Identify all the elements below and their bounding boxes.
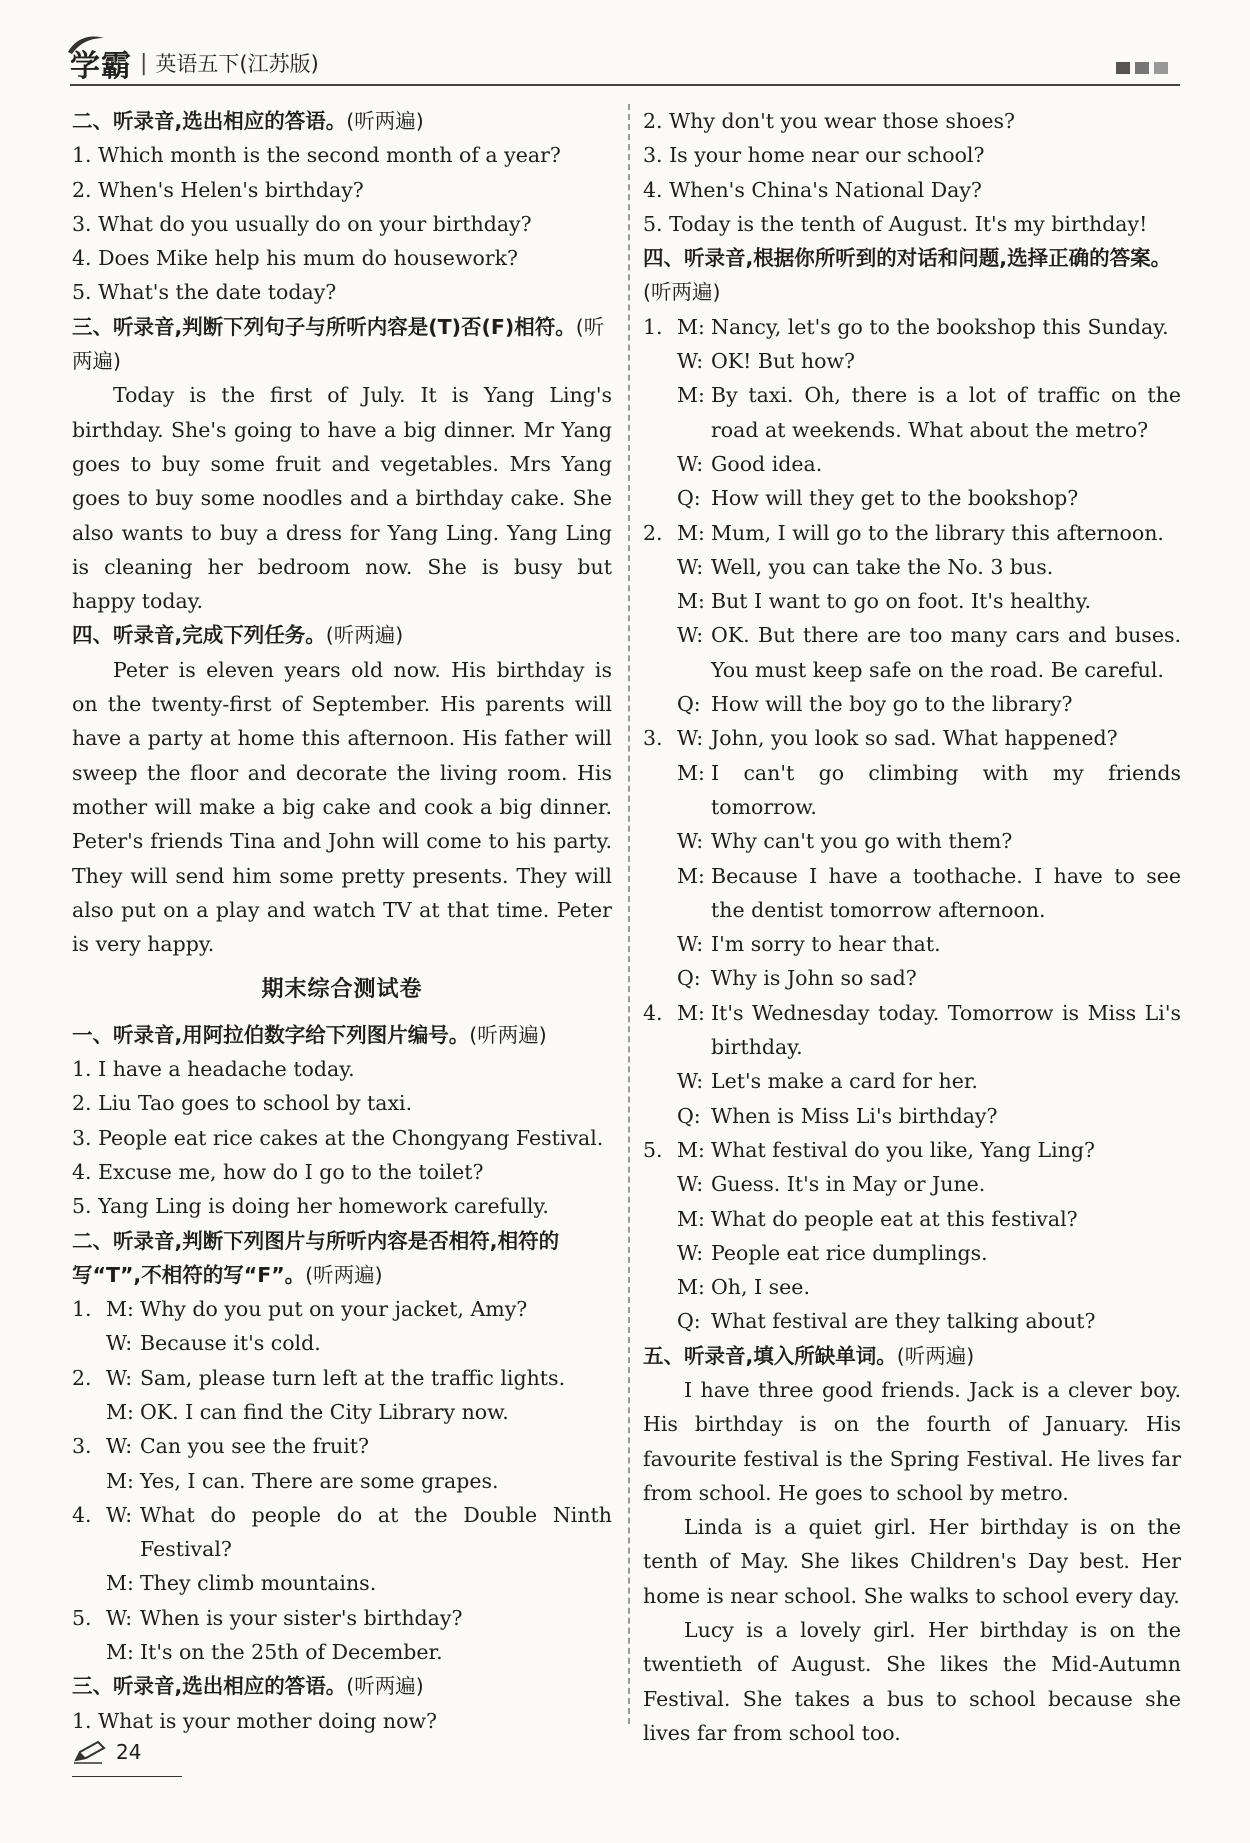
speaker-label: M:: [677, 1000, 705, 1025]
section-heading: 三、听录音,选出相应的答语。(听两遍): [72, 1674, 424, 1699]
section-heading: 五、听录音,填入所缺单词。(听两遍): [643, 1343, 975, 1368]
dialog-line: [643, 550, 1181, 584]
dialog-text: Why do you put on your jacket, Amy?: [140, 1297, 528, 1322]
dialog-number: 2.: [643, 520, 663, 545]
dialog-number: [643, 1099, 677, 1133]
dialog-number: [643, 1167, 677, 1201]
dialog-line: [643, 584, 1181, 618]
speaker-label: W:: [677, 1172, 704, 1197]
dialog-text: But I want to go on foot. It's healthy.: [711, 589, 1091, 614]
left-column: [72, 104, 612, 1738]
dialog-line: [643, 756, 1181, 825]
passage: Peter is eleven years old now. His birthday is on the twenty-first of September. His parents will have a party at home this afternoon. His father will sweep the floor and decorate the living room. His mother will make a big cake and cook a big dinner. Peter's friends Tina and John will come to his party. They will send him some pretty presents. They will also put on a play and watch TV at that time. Peter is very happy.: [72, 657, 612, 957]
dialog-text: What festival do you like, Yang Ling?: [711, 1137, 1095, 1162]
question-item: 2. Why don't you wear those shoes?: [643, 109, 1016, 133]
question-item: 5. What's the date today?: [72, 280, 337, 305]
dialog-number: [643, 481, 677, 515]
speaker-label: M:: [677, 1275, 705, 1300]
dialog-line: [72, 1361, 612, 1395]
dialog-line: [72, 1292, 612, 1326]
dialog-number: [72, 1326, 106, 1360]
speaker-label: W:: [677, 1069, 704, 1094]
dialog-number: [643, 1064, 677, 1098]
dialog-line: [72, 1395, 612, 1429]
dialog-line: [72, 1464, 612, 1498]
speaker-label: W:: [106, 1605, 133, 1630]
dialog-line: [643, 1270, 1181, 1304]
question-item: 5. Yang Ling is doing her homework carefully.: [72, 1194, 549, 1219]
speaker-label: M:: [677, 383, 705, 408]
dialog-text: People eat rice dumplings.: [711, 1240, 988, 1265]
pencil-icon: [72, 1740, 108, 1764]
dialog-line: [72, 1498, 612, 1567]
dialog-text: What do people do at the Double Ninth Festival?: [140, 1502, 612, 1562]
section-heading: 四、听录音,完成下列任务。(听两遍): [72, 623, 404, 648]
logo-text: 学霸: [70, 49, 132, 84]
question-item: 1. I have a headache today.: [72, 1057, 355, 1082]
dialog-number: 3.: [643, 726, 663, 751]
speaker-label: W:: [677, 932, 704, 957]
dialog-text: They climb mountains.: [140, 1571, 377, 1596]
header-separator: |: [140, 50, 148, 76]
dialog-line: [72, 1429, 612, 1463]
dialog-line: [643, 961, 1181, 995]
dialog-number: 1.: [643, 314, 663, 339]
dialog-text: Nancy, let's go to the bookshop this Sunday.: [711, 314, 1169, 339]
dialog-number: 2.: [72, 1365, 92, 1390]
speaker-label: W:: [106, 1434, 133, 1459]
dialog-number: 5.: [643, 1137, 663, 1162]
question-item: 4. When's China's National Day?: [643, 177, 982, 202]
dialog-number: [643, 859, 677, 928]
dialog-number: [72, 1464, 106, 1498]
dialog-number: [643, 1236, 677, 1270]
dialog-number: 5.: [72, 1605, 92, 1630]
speaker-label: M:: [677, 589, 705, 614]
dialog-text: It's Wednesday today. Tomorrow is Miss Li's birthday.: [711, 1000, 1181, 1060]
speaker-label: M:: [106, 1297, 134, 1322]
dialog-number: [72, 1635, 106, 1669]
dialog-line: [643, 516, 1181, 550]
page-number: 24: [116, 1740, 142, 1764]
section-heading: 二、听录音,判断下列图片与所听内容是否相符,相符的写“T”,不相符的写“F”。(听两遍): [72, 1228, 560, 1287]
passage: Linda is a quiet girl. Her birthday is on the tenth of May. She likes Children's Day best. Her home is near school. She walks to school every day.: [643, 1515, 1181, 1608]
dialog-text: When is Miss Li's birthday?: [711, 1103, 998, 1128]
speaker-label: M:: [677, 760, 705, 785]
speaker-label: W:: [106, 1331, 133, 1356]
dialog-number: [643, 618, 677, 687]
dialog-text: Guess. It's in May or June.: [711, 1172, 986, 1197]
dialog-line: [643, 1167, 1181, 1201]
dialog-text: When is your sister's birthday?: [140, 1605, 463, 1630]
dialog-text: OK. I can find the City Library now.: [140, 1399, 509, 1424]
dialog-line: [643, 1304, 1181, 1338]
speaker-label: W:: [677, 726, 704, 751]
speaker-label: W:: [677, 451, 704, 476]
speaker-label: M:: [106, 1640, 134, 1665]
question-item: 1. Which month is the second month of a year?: [72, 143, 561, 168]
book-title: 英语五下(江苏版): [155, 52, 319, 76]
dialog-list: [72, 1292, 612, 1669]
dialog-number: 1.: [72, 1297, 92, 1322]
dialog-line: [643, 1236, 1181, 1270]
dialog-line: [72, 1635, 612, 1669]
dialog-number: [643, 687, 677, 721]
dialog-text: By taxi. Oh, there is a lot of traffic on the road at weekends. What about the metro?: [711, 383, 1181, 442]
dialog-text: Good idea.: [711, 451, 823, 476]
dialog-text: OK! But how?: [711, 349, 855, 374]
dialog-number: [643, 756, 677, 825]
speaker-label: M:: [677, 520, 705, 545]
column-divider: [628, 104, 630, 1724]
dialog-text: Yes, I can. There are some grapes.: [140, 1468, 499, 1493]
speaker-label: M:: [106, 1399, 134, 1424]
dialog-number: [643, 584, 677, 618]
dialog-text: How will they get to the bookshop?: [711, 486, 1079, 511]
dialog-number: [72, 1395, 106, 1429]
dialog-text: Because I have a toothache. I have to see the dentist tomorrow afternoon.: [711, 863, 1181, 922]
dialog-text: Can you see the fruit?: [140, 1434, 370, 1459]
question-item: 5. Today is the tenth of August. It's my birthday!: [643, 211, 1148, 236]
speaker-label: W:: [677, 623, 704, 648]
dialog-number: [643, 344, 677, 378]
speaker-label: M:: [106, 1571, 134, 1596]
speaker-label: W:: [677, 829, 704, 854]
dialog-line: [72, 1566, 612, 1600]
dialog-number: 4.: [72, 1502, 92, 1527]
speaker-label: M:: [677, 314, 705, 339]
speaker-label: Q:: [677, 966, 701, 991]
dialog-number: [643, 378, 677, 447]
dialog-line: [643, 1099, 1181, 1133]
dialog-text: Well, you can take the No. 3 bus.: [711, 554, 1054, 579]
dialog-text: John, you look so sad. What happened?: [711, 726, 1118, 751]
dialog-line: [643, 1064, 1181, 1098]
dialog-line: [72, 1601, 612, 1635]
right-column: [643, 104, 1181, 1750]
dialog-text: Mum, I will go to the library this afternoon.: [711, 520, 1164, 545]
swoosh-icon: [66, 34, 106, 56]
question-item: 2. When's Helen's birthday?: [72, 177, 364, 202]
dialog-text: Why can't you go with them?: [711, 829, 1013, 854]
speaker-label: W:: [677, 554, 704, 579]
dialog-line: [643, 1202, 1181, 1236]
brand-logo: [70, 40, 319, 86]
footer-rule: [72, 1776, 182, 1777]
dialog-line: [643, 859, 1181, 928]
question-item: 4. Excuse me, how do I go to the toilet?: [72, 1159, 484, 1184]
question-item: 3. Is your home near our school?: [643, 143, 985, 168]
dialog-number: [643, 927, 677, 961]
section-heading: 一、听录音,用阿拉伯数字给下列图片编号。(听两遍): [72, 1022, 547, 1047]
dialog-text: I can't go climbing with my friends tomorrow.: [711, 760, 1181, 819]
speaker-label: M:: [677, 1206, 705, 1231]
dialog-text: I'm sorry to hear that.: [711, 932, 941, 957]
dialog-text: Sam, please turn left at the traffic lights.: [140, 1365, 566, 1390]
passage: I have three good friends. Jack is a clever boy. His birthday is on the fourth of January. His favourite festival is the Spring Festival. He lives far from school. He goes to school by metro.: [643, 1377, 1181, 1505]
dialog-number: [643, 1304, 677, 1338]
dialog-number: 3.: [72, 1434, 92, 1459]
dialog-line: [643, 721, 1181, 755]
question-item: 1. What is your mother doing now?: [72, 1708, 437, 1733]
dialog-line: [643, 310, 1181, 344]
dialog-text: What do people eat at this festival?: [711, 1206, 1078, 1231]
dialog-number: 4.: [643, 1000, 663, 1025]
section-heading: 三、听录音,判断下列句子与所听内容是(T)否(F)相符。(听两遍): [72, 314, 605, 374]
dialog-line: [643, 481, 1181, 515]
section-heading: 四、听录音,根据你所听到的对话和问题,选择正确的答案。(听两遍): [643, 246, 1172, 305]
speaker-label: Q:: [677, 1103, 701, 1128]
dialog-line: [643, 824, 1181, 858]
speaker-label: M:: [677, 1137, 705, 1162]
dialog-line: [643, 378, 1181, 447]
dialog-text: What festival are they talking about?: [711, 1309, 1096, 1334]
dialog-number: [643, 1202, 677, 1236]
dialog-text: It's on the 25th of December.: [140, 1640, 443, 1665]
dialog-text: Oh, I see.: [711, 1275, 810, 1300]
dialog-number: [643, 1270, 677, 1304]
dialog-line: [643, 618, 1181, 687]
dialog-number: [643, 961, 677, 995]
speaker-label: W:: [677, 349, 704, 374]
speaker-label: W:: [106, 1365, 133, 1390]
question-item: 3. What do you usually do on your birthday?: [72, 211, 532, 236]
dialog-number: [643, 550, 677, 584]
dialog-line: [643, 447, 1181, 481]
dialog-line: [643, 996, 1181, 1065]
question-item: 3. People eat rice cakes at the Chongyang Festival.: [72, 1125, 604, 1150]
dialog-list: [643, 310, 1181, 1339]
dialog-line: [643, 687, 1181, 721]
passage: Lucy is a lovely girl. Her birthday is on the twentieth of August. She likes the Mid-Autumn Festival. She takes a bus to school because she lives far from school too.: [643, 1618, 1181, 1745]
page-header: [70, 40, 1180, 86]
passage: Today is the first of July. It is Yang Ling's birthday. She's going to have a big dinner. Mr Yang goes to buy some fruit and vegetables. Mrs Yang goes to buy some noodles and a birthday cake. She also wants to buy a dress for Yang Ling. Yang Ling is cleaning her bedroom now. She is busy but happy today.: [72, 383, 612, 614]
page-footer: [72, 1732, 141, 1772]
dialog-number: [72, 1566, 106, 1600]
header-rule: [70, 84, 1180, 86]
dialog-line: [72, 1326, 612, 1360]
dialog-text: Why is John so sad?: [711, 966, 917, 991]
dialog-text: How will the boy go to the library?: [711, 692, 1073, 717]
speaker-label: M:: [677, 863, 705, 888]
dialog-line: [643, 344, 1181, 378]
dialog-text: Because it's cold.: [140, 1331, 321, 1356]
dialog-text: OK. But there are too many cars and buses. You must keep safe on the road. Be careful.: [711, 623, 1181, 682]
dialog-number: [643, 824, 677, 858]
speaker-label: W:: [677, 1240, 704, 1265]
question-item: 2. Liu Tao goes to school by taxi.: [72, 1091, 413, 1116]
dialog-line: [643, 927, 1181, 961]
speaker-label: M:: [106, 1468, 134, 1493]
speaker-label: Q:: [677, 1309, 701, 1334]
dialog-number: [643, 447, 677, 481]
speaker-label: W:: [106, 1502, 133, 1527]
speaker-label: Q:: [677, 486, 701, 511]
speaker-label: Q:: [677, 692, 701, 717]
dialog-line: [643, 1133, 1181, 1167]
header-decoration: [1116, 62, 1168, 74]
question-item: 4. Does Mike help his mum do housework?: [72, 246, 519, 271]
dialog-text: Let's make a card for her.: [711, 1069, 978, 1094]
section-heading: 二、听录音,选出相应的答语。(听两遍): [72, 109, 424, 133]
exam-title: 期末综合测试卷: [261, 977, 423, 1003]
